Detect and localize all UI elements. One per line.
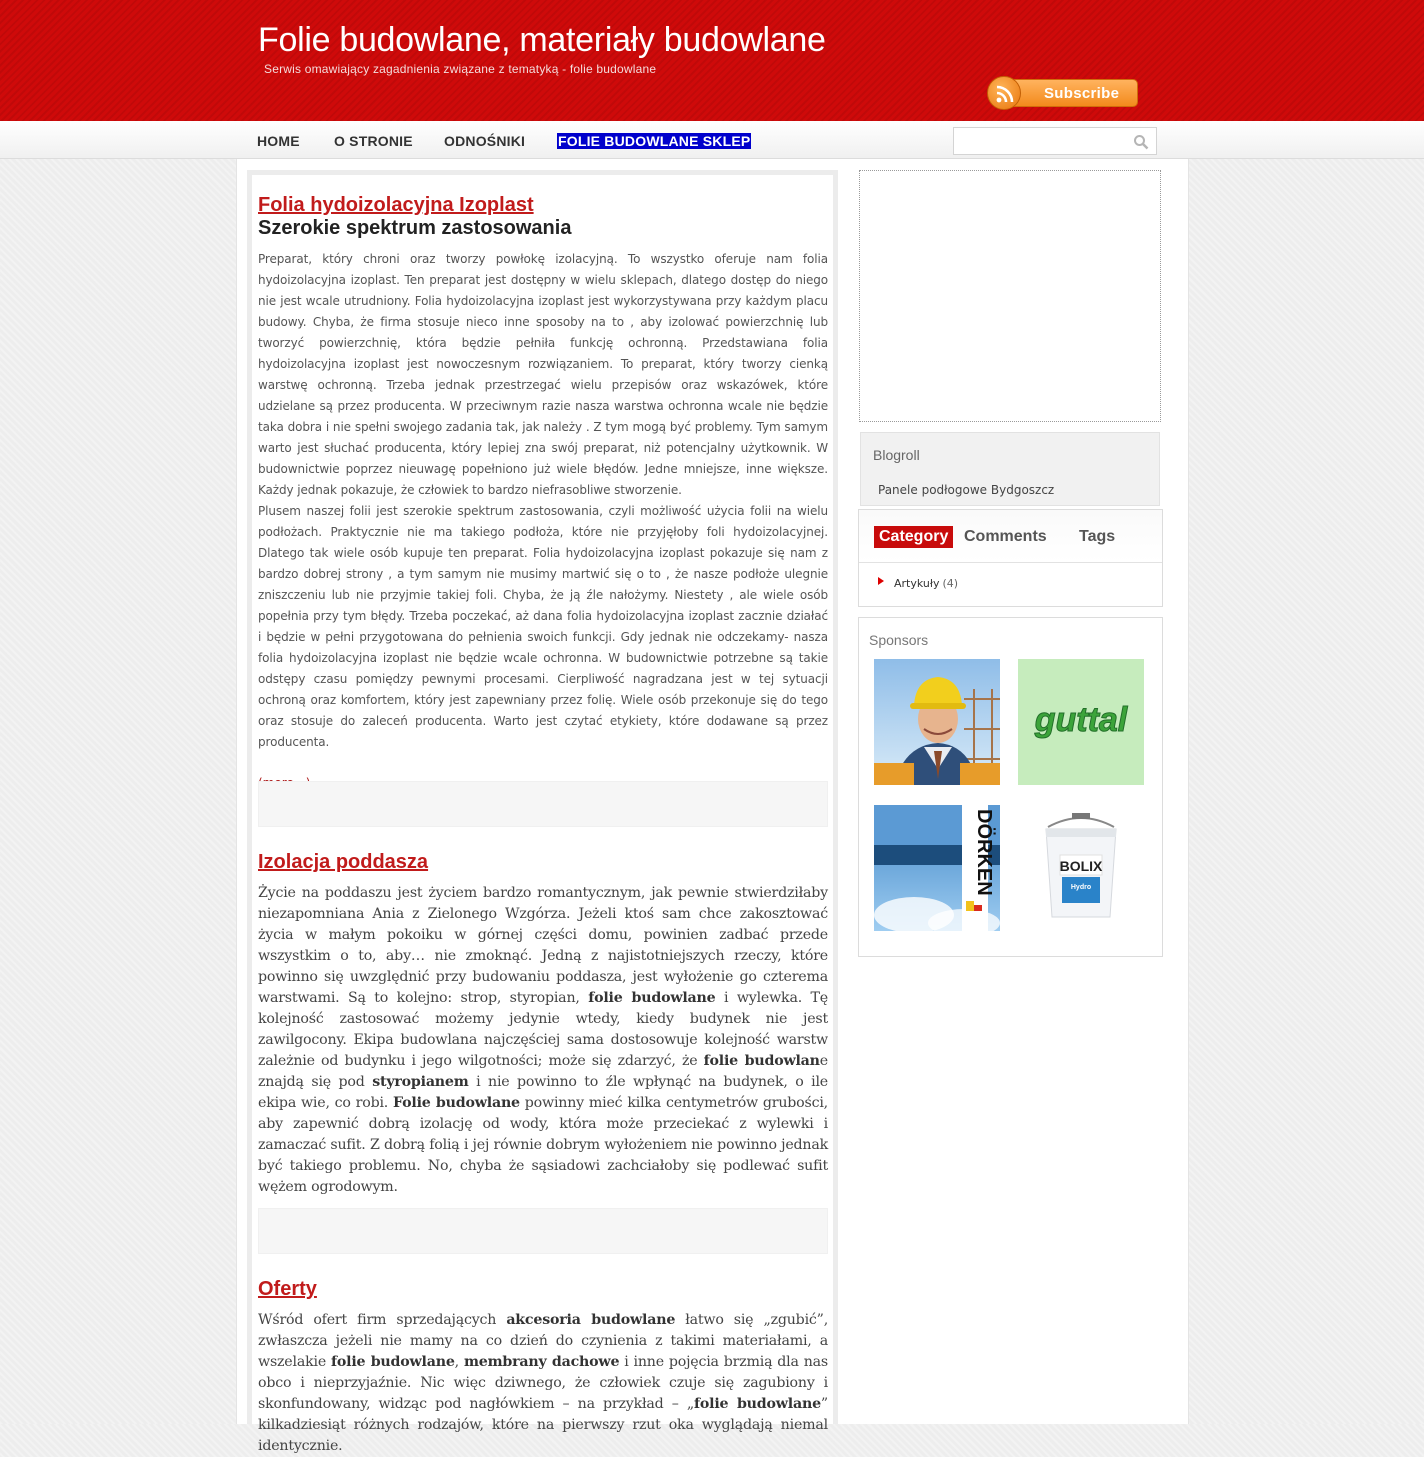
- post-izolacja-poddasza: [258, 851, 828, 1198]
- sponsors-widget: [858, 617, 1163, 957]
- post-oferty: [258, 1278, 828, 1457]
- search-box: [953, 127, 1157, 155]
- site-header: [0, 0, 1424, 121]
- post-separator: [258, 1208, 828, 1254]
- tab-tags[interactable]: Tags: [1079, 528, 1116, 545]
- nav-item-o-stronie[interactable]: O STRONIE: [334, 133, 413, 149]
- category-count: (4): [942, 577, 959, 590]
- tabs-header: [859, 510, 1162, 563]
- sponsor-guttal-logo[interactable]: [1018, 659, 1144, 785]
- main-nav: [0, 121, 1424, 159]
- blogroll-title: Blogroll: [873, 447, 920, 463]
- category-item[interactable]: [878, 577, 958, 590]
- nav-item-odnosniki[interactable]: ODNOŚNIKI: [444, 133, 526, 149]
- subscribe-button[interactable]: [987, 76, 1139, 110]
- svg-text:BOLIX: BOLIX: [1059, 858, 1103, 874]
- post-title[interactable]: Folia hydoizolacyjna Izoplast: [258, 194, 534, 216]
- post-paragraph: Życie na poddaszu jest życiem bardzo romantycznym, jak pewnie stwierdziłaby niezapomniana Ania z Zielonego Wzgórza. Jeżeli ktoś sam chce zakosztować życia w małym pokoiku w górnej części domu, powinien zadbać przede wszystkim o to, aby… nie zmoknąć. Jedną z najistotniejszych rzeczy, które powinno się uwzględnić przy budowaniu poddasza, jest wyłożenie go czterema warstwami. Są to kolejno: strop, styropian, folie budowlane i wylewka. Tę kolejność zastosować możemy jedynie wtedy, kiedy budynek nie jest zawilgocony. Ekipa budowlana najczęściej sama dostosowuje kolejność warstw zależnie od budynku i jego wilgotności; może się zdarzyć, że folie budowlane znajdą się pod styropianem i nie powinno to źle wpłynąć na budynek, o ile ekipa wie, co robi. Folie budowlane powinny mieć kilka centymetrów grubości, aby zapewnić dobrą izolację od wody, która może przeciekać z wylewki i zamaczać sufit. Z dobrą folią i jej równie dobrym wyłożeniem nie powinno jednak być takiego problemu. No, chyba że sąsiadowi zachciałoby się podlewać sufit wężem ogrodowym.: [258, 885, 828, 1195]
- category-label[interactable]: Artykuły: [894, 577, 940, 590]
- blogroll-link[interactable]: Panele podłogowe Bydgoszcz: [878, 483, 1055, 497]
- subscribe-label: Subscribe: [1005, 79, 1138, 107]
- post-izoplast: [258, 194, 828, 792]
- rss-icon: [987, 76, 1021, 110]
- post-title[interactable]: Izolacja poddasza: [258, 851, 429, 873]
- nav-item-home[interactable]: HOME: [257, 133, 300, 149]
- svg-text:guttal: guttal: [1034, 701, 1128, 739]
- search-input[interactable]: [954, 128, 1124, 154]
- sponsor-bolix-bucket[interactable]: [1018, 805, 1144, 931]
- svg-text:DÖRKEN: DÖRKEN: [973, 809, 995, 896]
- sponsor-dorken-logo[interactable]: [874, 805, 1000, 931]
- site-title[interactable]: Folie budowlane, materiały budowlane: [258, 21, 826, 59]
- post-paragraph: Wśród ofert firm sprzedających akcesoria budowlane łatwo się „zgubić”, zwłaszcza jeżeli nie mamy na co dzień do czynienia z takimi materiałami, a wszelakie folie budowlane, membrany dachowe i inne pojęcia brzmią dla nas obco i nieprzyjaźnie. Nic więc dziwnego, że człowiek czuje się zagubiony i skonfundowany, widząc pod nagłówkiem – na przykład – „folie budowlane” kilkadziesiąt różnych rodzajów, które na pierwszy rzut oka wyglądają niemal identycznie.: [258, 1312, 829, 1454]
- site-tagline: Serwis omawiający zagadnienia związane z tematyką - folie budowlane: [264, 62, 657, 76]
- ad-placeholder: [859, 170, 1161, 422]
- sponsor-worker-image[interactable]: [874, 659, 1000, 785]
- tab-category[interactable]: Category: [874, 526, 953, 548]
- post-subtitle: Szerokie spektrum zastosowania: [258, 217, 572, 239]
- post-separator: [258, 781, 828, 827]
- nav-item-folie-sklep[interactable]: FOLIE BUDOWLANE SKLEP: [558, 133, 751, 149]
- tab-comments[interactable]: Comments: [964, 528, 1047, 545]
- sponsors-title: Sponsors: [869, 632, 929, 648]
- tabs-widget: [858, 509, 1163, 607]
- svg-text:Hydro: Hydro: [1070, 884, 1092, 891]
- blogroll-widget: [860, 432, 1160, 506]
- triangle-bullet-icon: [878, 577, 884, 585]
- post-paragraph: Plusem naszej folii jest szerokie spektrum zastosowania, czyli możliwość użycia folii na wielu podłożach. Praktycznie nie ma takiego podłoża, które nie przyjęłoby foli hydoizolacyjnej. Dlatego tak wiele osób kupuje ten preparat. Folia hydoizolacyjna izoplast pokazuje się nam z bardzo dobrej strony , a tym samym nie musimy martwić się o to , że nasze podłoże ulegnie zniszczeniu lub nie przyjmie takiej foli. Chyba, że ją źle nałożymy. Niestety , ale wiele osób popełnia przy tym błędy. Trzeba poczekać, aż dana folia hydoizolacyjna izoplast zacznie działać i będzie w pełni przygotowana do pełnienia swoich funkcji. Gdy jednak nie odczekamy- nasza folia hydoizolacyjna izoplast nie będzie wcale ochronna. W budownictwie potrzebne są takie odstępy czasu pomiędzy pewnymi procesami. Cierpliwość nagradzana jest w tej sytuacji ochroną oraz komfortem, który jest zapewniany przez folię. Wiele osób przekonuje się do tego oraz stosuje do zaleceń producenta. Warto jest czytać etykiety, które dodawane są przez producenta.: [258, 504, 828, 749]
- post-paragraph: Preparat, który chroni oraz tworzy powłokę izolacyjną. To wszystko oferuje nam folia hydoizolacyjna izoplast. Ten preparat jest dostępny w wielu sklepach, dlatego dostęp do niego nie jest wcale utrudniony. Folia hydoizolacyjna izoplast jest wykorzystywana przy każdym placu budowy. Chyba, że firma stosuje nieco inne sposoby na to , aby izolować powierzchnię lub tworzyć powierzchnię, która będzie pełniła funkcję ochronną. Przedstawiana folia hydoizolacyjna izoplast jest nowoczesnym rozwiązaniem. To preparat, który tworzy cienką warstwę ochronną. Trzeba jednak przestrzegać wielu przepisów oraz wskazówek, które udzielane są przez producenta. W przeciwnym razie nasza warstwa ochronna wcale nie będzie taka dobra i nie spełni swojego zadania tak, jak należy . Z tym mogą być problemy. Tym samym warto jest słuchać producenta, który lepiej zna swój preparat, niż potencjalny użytkownik. W budownictwie poprzez nieuwagę popełniono już wiele błędów. Jedne mniejsze, inne większe. Każdy jednak pokazuje, że człowiek to bardzo niefrasobliwe stworzenie.: [258, 252, 828, 497]
- search-icon[interactable]: [1133, 134, 1149, 150]
- post-title[interactable]: Oferty: [258, 1278, 317, 1300]
